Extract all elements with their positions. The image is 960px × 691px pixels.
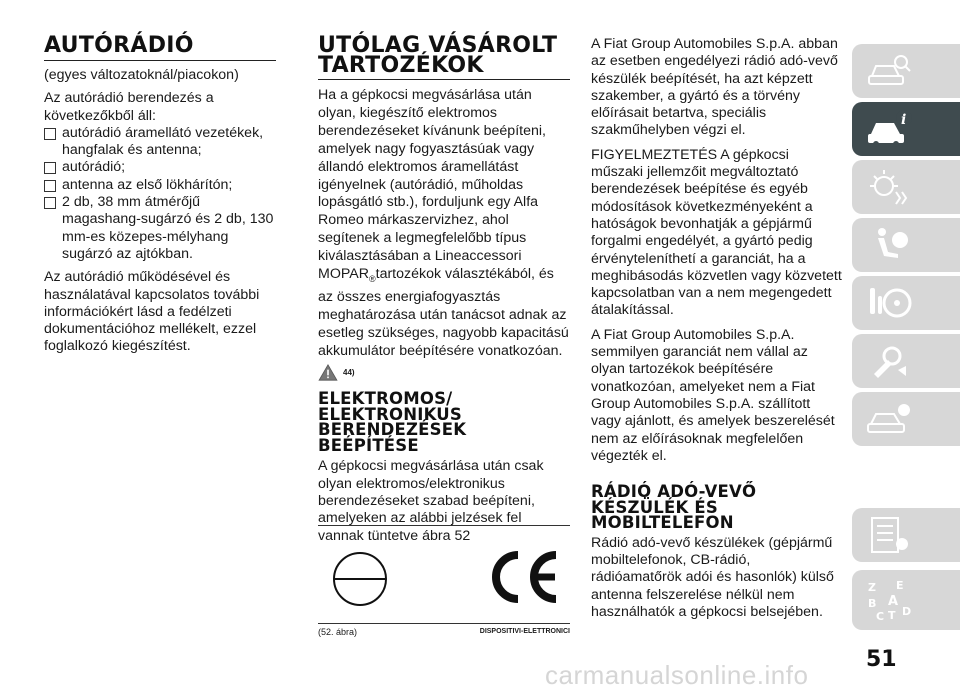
subsection-title-electrical: ELEKTROMOS/ ELEKTRONIKUS BERENDEZÉSEK BEÉPÍTÉSE bbox=[318, 389, 467, 455]
warning-triangle-icon bbox=[318, 364, 338, 381]
column-radio-transmitters bbox=[591, 36, 843, 621]
sidebar-tab-index[interactable] bbox=[852, 570, 960, 630]
warning-lights-icon bbox=[866, 166, 912, 208]
svg-text:A: A bbox=[888, 594, 899, 609]
sidebar-tab-car-search[interactable] bbox=[852, 44, 960, 98]
car-search-icon bbox=[866, 50, 912, 92]
sidebar-tab-steering[interactable] bbox=[852, 276, 960, 330]
checkbox-bullet-icon bbox=[44, 197, 56, 209]
svg-text:B: B bbox=[868, 597, 877, 610]
list-item: antenna az első lökhárítón; bbox=[44, 177, 276, 194]
figure-top-rule bbox=[318, 525, 570, 526]
checklist-icon bbox=[866, 514, 912, 556]
section-title-accessories: UTÓLAG VÁSÁROLT TARTOZÉKOK bbox=[318, 33, 558, 78]
warning-reference bbox=[318, 364, 570, 381]
index-letters-icon bbox=[866, 576, 912, 624]
list-item: autórádió; bbox=[44, 159, 276, 176]
service-wrench-icon bbox=[866, 340, 912, 382]
e-mark-icon bbox=[332, 551, 388, 607]
page-number: 51 bbox=[866, 647, 897, 672]
accessories-paragraph: Ha a gépkocsi megvásárlása után olyan, kiegészítő elektromos berendezéseket kívánunk beépíteni, amelyek nagy fogyasztásúak vagy állandó elektromos áramellátást igényelnek (autórádió, műholdas lopásgátló stb.), forduljunk egy Alfa Romeo márkaszervizhez, ahol segítenek a legmegfelelőbb típus kiválasztásában a Lineaccessori $MOPAR_®tartozékok$ választékából, és az összes energiafogyasztás meghatározása után tanácsot adnak az esetleg szükséges, nagyobb kapacitású akkumulátor beépítésére vonatkozóan. bbox=[318, 87, 569, 359]
svg-text:D: D bbox=[902, 605, 912, 618]
title-rule bbox=[44, 60, 276, 61]
title-rule bbox=[318, 79, 570, 80]
approval-paragraph: A Fiat Group Automobiles S.p.A. abban az esetben engedélyezi rádió adó-vevő készülék beépítését, ha azt képzett szakember, a gyártó és a törvény előírásait betartva, speciális szakműhelyben végzi el. bbox=[591, 36, 838, 139]
steering-wheel-icon bbox=[866, 282, 912, 324]
list-item: 2 db, 38 mm átmérőjű magashang-sugárzó és 2 db, 130 mm-es közepes-mélyhang sugárzó az ajtókban. bbox=[44, 194, 276, 263]
column-autoradio bbox=[44, 33, 276, 356]
sidebar-tab-warning-lights[interactable] bbox=[852, 160, 960, 214]
warning-ref-number: 44) bbox=[343, 368, 355, 378]
checkbox-bullet-icon bbox=[44, 162, 56, 174]
warranty-paragraph: A Fiat Group Automobiles S.p.A. semmilyen garanciát nem vállal az olyan tartozékok beépítésére vonatkozóan, amelyeket nem a Fiat Group Automobiles S.p.A. szállított vagy ajánlott, és amelyek beszerelését nem az előírásoknak megfelelően végezték el. bbox=[591, 326, 835, 464]
sidebar-tab-checklist[interactable] bbox=[852, 508, 960, 562]
figure-bottom-rule bbox=[318, 623, 570, 624]
car-technical-icon bbox=[866, 398, 912, 440]
svg-text:i: i bbox=[901, 112, 907, 128]
figure-tag: DISPOSITIVI-ELETTRONICI bbox=[479, 628, 570, 635]
variant-note: (egyes változatoknál/piacokon) bbox=[44, 67, 239, 83]
warning-paragraph: FIGYELMEZTETÉS A gépkocsi műszaki jellemzőit megváltoztató berendezések beépítése és egyéb módosítások következményeként a hatóságok bevonhatják a gépjármű forgalmi engedélyét, a gyártó pedig érvényteleníthetí a garanciát, ha a meghibásodás közvetlen vagy közvetett kapcsolatban van a nem megengedett átalakítással. bbox=[591, 146, 842, 319]
svg-text:Z: Z bbox=[868, 581, 876, 594]
radio-paragraph: Rádió adó-vevő készülékek (gépjármű mobiltelefonok, CB-rádió, rádióamatőrök adói és hasonlók) külső antenna felszerelése nélkül nem használhatók a gépkocsi belsejében. bbox=[591, 534, 834, 620]
subsection-title-radio: RÁDIÓ ADÓ-VEVŐ KÉSZÜLÉK ÉS MOBILTELEFON bbox=[591, 482, 757, 533]
intro-paragraph: Az autórádió berendezés a következőkből áll: bbox=[44, 90, 214, 124]
airbag-seat-icon bbox=[866, 224, 912, 266]
watermark: carmanualsonline.info bbox=[545, 660, 809, 690]
checkbox-bullet-icon bbox=[44, 128, 56, 140]
svg-text:E: E bbox=[896, 579, 904, 592]
sidebar-tab-airbag[interactable] bbox=[852, 218, 960, 272]
sidebar-tab-service[interactable] bbox=[852, 334, 960, 388]
column-accessories bbox=[318, 33, 570, 545]
section-title-autoradio: AUTÓRÁDIÓ bbox=[44, 33, 194, 58]
car-info-icon bbox=[866, 108, 912, 150]
svg-text:C: C bbox=[876, 610, 885, 623]
electrical-paragraph: A gépkocsi megvásárlása után csak olyan elektromos/elektronikus berendezéseket szabad beépíteni, amelyeken az alábbi jelzések fel vannak tüntetve ábra 52 bbox=[318, 458, 544, 544]
figure-52 bbox=[318, 525, 570, 637]
more-info-paragraph: Az autórádió működésével és használatával kapcsolatos további információkért lásd a fedélzeti dokumentációhoz mellékelt, ezzel foglalkozó kiegészítést. bbox=[44, 269, 260, 355]
sidebar-tab-technical[interactable] bbox=[852, 392, 960, 446]
svg-text:T: T bbox=[888, 609, 896, 622]
figure-caption: (52. ábra) bbox=[318, 627, 358, 637]
ce-mark-icon bbox=[483, 549, 563, 605]
checkbox-bullet-icon bbox=[44, 180, 56, 192]
list-item: autórádió áramellátó vezetékek, hangfalak és antenna; bbox=[44, 125, 276, 160]
sidebar-tab-car-info[interactable] bbox=[852, 102, 960, 156]
